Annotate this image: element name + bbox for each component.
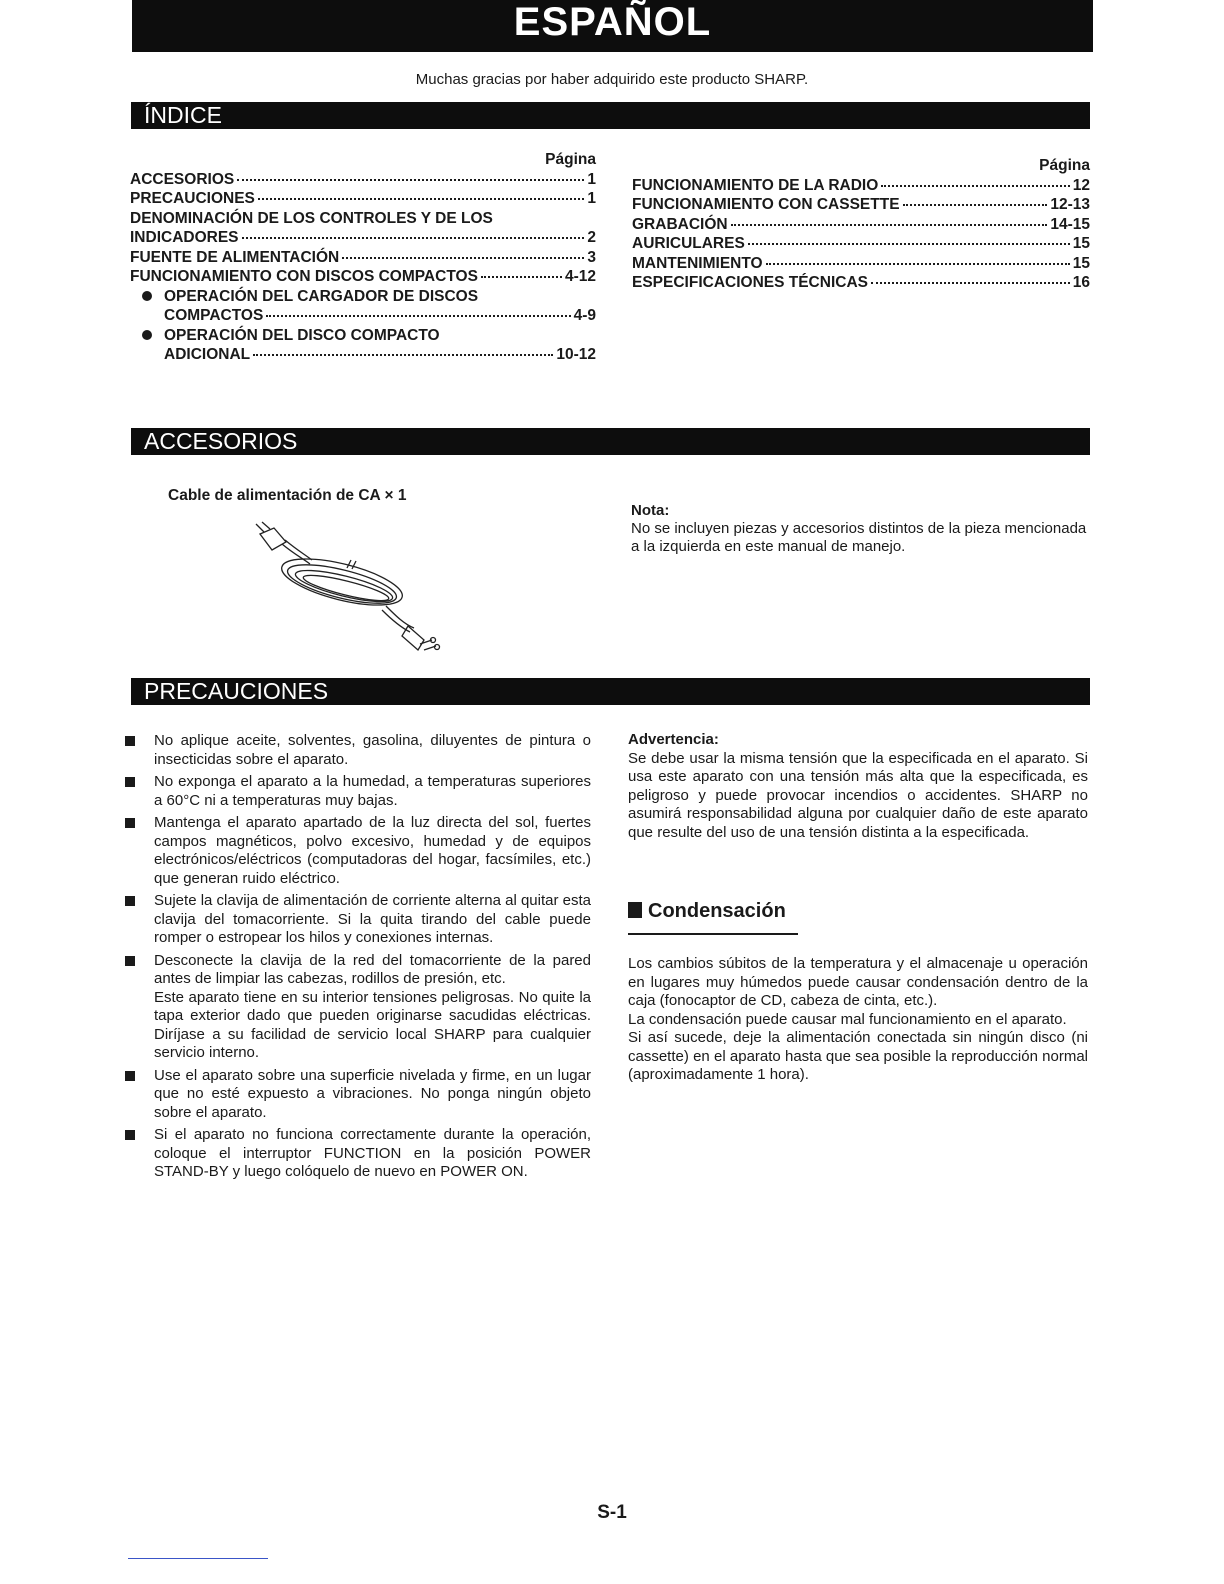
condensation-body [628, 955, 1088, 1085]
square-bullet-icon [125, 1071, 135, 1081]
toc-entry[interactable] [130, 228, 596, 248]
section-title-indice: ÍNDICE [144, 102, 222, 128]
toc-subentry[interactable] [130, 345, 596, 365]
toc-entry[interactable] [130, 248, 596, 268]
toc-leader-dots [258, 198, 584, 200]
toc-entry-label: FUENTE DE ALIMENTACIÓN [130, 248, 340, 266]
toc-entry-page: 12-13 [1050, 196, 1090, 213]
toc-entry[interactable] [632, 234, 1090, 254]
toc-entry[interactable] [130, 189, 596, 209]
accessory-caption: Cable de alimentación de CA × 1 [168, 487, 407, 504]
toc-entry[interactable] [130, 170, 596, 190]
warning-title: Advertencia: [628, 731, 719, 748]
toc-entry-label: GRABACIÓN [632, 215, 728, 233]
language-title: ESPAÑOL [513, 0, 712, 44]
footnote-rule [128, 1558, 268, 1559]
toc-entry[interactable] [632, 254, 1090, 274]
toc-subentry[interactable] [130, 306, 596, 326]
square-bullet-icon [628, 902, 642, 918]
heading-underline [628, 933, 798, 935]
section-title-precauciones: PRECAUCIONES [144, 678, 329, 704]
square-bullet-icon [125, 956, 135, 966]
toc-entry-label: MANTENIMIENTO [632, 254, 763, 272]
section-bar-accesorios [131, 428, 1090, 455]
toc-leader-dots [342, 257, 584, 259]
precaution-text: No aplique aceite, solventes, gasolina, diluyentes de pintura o insecticidas sobre el aparato. [154, 732, 591, 768]
toc-page-label: Página [545, 151, 596, 168]
note-text: No se incluyen piezas y accesorios distintos de la pieza mencionada a la izquierda en este manual de manejo. [631, 520, 1087, 555]
condensation-paragraph: La condensación puede causar mal funcionamiento en el aparato. [628, 1010, 1067, 1028]
toc-entry-label: COMPACTOS [164, 307, 264, 324]
toc-entry-page: 1 [587, 170, 596, 188]
toc-subentry-label: OPERACIÓN DEL CARGADOR DE DISCOS [164, 287, 479, 305]
toc-entry-label: FUNCIONAMIENTO DE LA RADIO [632, 176, 879, 194]
precaution-extra-text: Este aparato tiene en su interior tensiones peligrosas. No quite la tapa exterior dado que pueden originarse sacudidas eléctricas. Diríjase a su facilidad de servicio local SHARP para cualquier servicio interno. [154, 988, 591, 1061]
section-bar-indice [131, 102, 1090, 129]
bullet-dot-icon [142, 330, 152, 340]
toc-entry-page: 14-15 [1050, 215, 1090, 233]
language-banner [132, 0, 1093, 52]
toc-leader-dots [253, 354, 553, 356]
precaution-text: Mantenga el aparato apartado de la luz directa del sol, fuertes campos magnéticos, polvo excesivo, humedad y de equipos electrónicos/eléctricos (computadoras del hogar, facsímiles, etc.) que generan ruido eléctrico. [154, 814, 591, 887]
square-bullet-icon [125, 818, 135, 828]
power-cord-illustration [252, 520, 442, 665]
precaution-text: Desconecte la clavija de la red del tomacorriente de la pared antes de limpiar las cabezas, rodillos de presión, etc. [154, 951, 591, 987]
condensation-paragraph: Los cambios súbitos de la temperatura y el almacenaje u operación en lugares muy húmedos puede causar condensación dentro de la caja (fonocaptor de CD, cabeza de cinta, etc.). [628, 955, 1088, 1009]
toc-leader-dots [731, 224, 1048, 226]
accessory-note [631, 502, 1091, 556]
toc-leader-dots [242, 237, 585, 239]
toc-entry-label: ADICIONAL [164, 346, 251, 363]
square-bullet-icon [125, 736, 135, 746]
toc-left-column [130, 150, 596, 365]
square-bullet-icon [125, 1130, 135, 1140]
thanks-line: Muchas gracias por haber adquirido este producto SHARP. [415, 71, 809, 88]
toc-right-column [632, 156, 1090, 293]
list-item [125, 814, 591, 888]
list-item [125, 1126, 591, 1182]
toc-entry-label-line[interactable]: DENOMINACIÓN DE LOS CONTROLES Y DE LOS [130, 209, 493, 227]
toc-leader-dots [871, 282, 1070, 284]
toc-leader-dots [481, 276, 562, 278]
condensation-paragraph: Si así sucede, deje la alimentación conectada sin ningún disco (ni cassette) en el aparato hasta que sea posible la reproducción normal (aproximadamente 1 hora). [628, 1029, 1088, 1083]
precaution-text: Sujete la clavija de alimentación de corriente alterna al quitar esta clavija del tomacorriente. Si la quita tirando del cable puede romper o estropear los hilos y conexiones internas. [154, 892, 591, 946]
toc-entry-page: 15 [1072, 254, 1090, 272]
list-item [125, 1067, 591, 1123]
toc-entry-page: 15 [1072, 235, 1090, 252]
toc-leader-dots [748, 243, 1070, 245]
toc-entry-page: 3 [587, 248, 596, 266]
page-number: S-1 [597, 1502, 627, 1523]
toc-entry-page: 2 [587, 229, 596, 246]
toc-subentry-label-line[interactable] [130, 287, 596, 307]
toc-entry-page: 4-9 [573, 307, 596, 324]
toc-entry[interactable] [632, 273, 1090, 293]
precaution-text: No exponga el aparato a la humedad, a temperaturas superiores a 60°C ni a temperaturas muy bajas. [154, 773, 591, 809]
toc-leader-dots [266, 315, 570, 317]
toc-leader-dots [766, 263, 1070, 265]
square-bullet-icon [125, 777, 135, 787]
toc-entry-page: 10-12 [556, 346, 596, 363]
warning-text: Se debe usar la misma tensión que la especificada en el aparato. Si usa este aparato con una tensión más alta que la especificada, es peligroso y puede provocar incendios o accidentes. SHARP no asumirá responsabilidad alguna por cualquier daño de este aparato que resulte del uso de una tensión distinta a la especificada. [628, 749, 1088, 841]
precaution-text: Si el aparato no funciona correctamente durante la operación, coloque el interruptor FUNCTION en la posición POWER STAND-BY y luego colóquelo de nuevo en POWER ON. [154, 1126, 591, 1180]
toc-entry-label: INDICADORES [130, 229, 239, 246]
toc-entry-label: ACCESORIOS [130, 170, 235, 188]
list-item [125, 892, 591, 948]
toc-entry[interactable] [632, 176, 1090, 196]
toc-entry[interactable] [632, 195, 1090, 215]
toc-entry-label: AURICULARES [632, 235, 745, 252]
toc-subentry-label: OPERACIÓN DEL DISCO COMPACTO [164, 326, 440, 344]
toc-leader-dots [237, 179, 584, 181]
toc-entry-page: 16 [1072, 274, 1090, 291]
toc-leader-dots [903, 204, 1048, 206]
list-item [125, 773, 591, 810]
precaution-text: Use el aparato sobre una superficie nivelada y firme, en un lugar que no esté expuesto a vibraciones. No ponga ningún objeto sobre el aparato. [154, 1066, 591, 1121]
bullet-dot-icon [142, 291, 152, 301]
toc-page-label: Página [1039, 157, 1090, 174]
toc-entry-label: FUNCIONAMIENTO CON DISCOS COMPACTOS [130, 268, 478, 285]
toc-entry-label: PRECAUCIONES [130, 190, 255, 207]
condensation-title: Condensación [648, 900, 786, 922]
toc-entry-page: 1 [587, 190, 596, 207]
list-item [125, 732, 591, 769]
precautions-list [125, 732, 591, 1186]
warning-block [628, 731, 1088, 842]
condensation-heading [628, 900, 786, 923]
toc-subentry-label-line[interactable] [130, 326, 596, 346]
toc-entry-label: FUNCIONAMIENTO CON CASSETTE [632, 196, 900, 213]
section-title-accesorios: ACCESORIOS [144, 428, 298, 454]
toc-entry-label: ESPECIFICACIONES TÉCNICAS [632, 274, 868, 291]
list-item [125, 952, 591, 1063]
toc-leader-dots [881, 185, 1069, 187]
toc-entry[interactable] [632, 215, 1090, 235]
toc-entry-page: 4-12 [564, 268, 596, 285]
note-title: Nota: [631, 502, 670, 519]
toc-entry-page: 12 [1072, 176, 1090, 194]
toc-entry[interactable] [130, 267, 596, 287]
section-bar-precauciones [131, 678, 1090, 705]
square-bullet-icon [125, 896, 135, 906]
